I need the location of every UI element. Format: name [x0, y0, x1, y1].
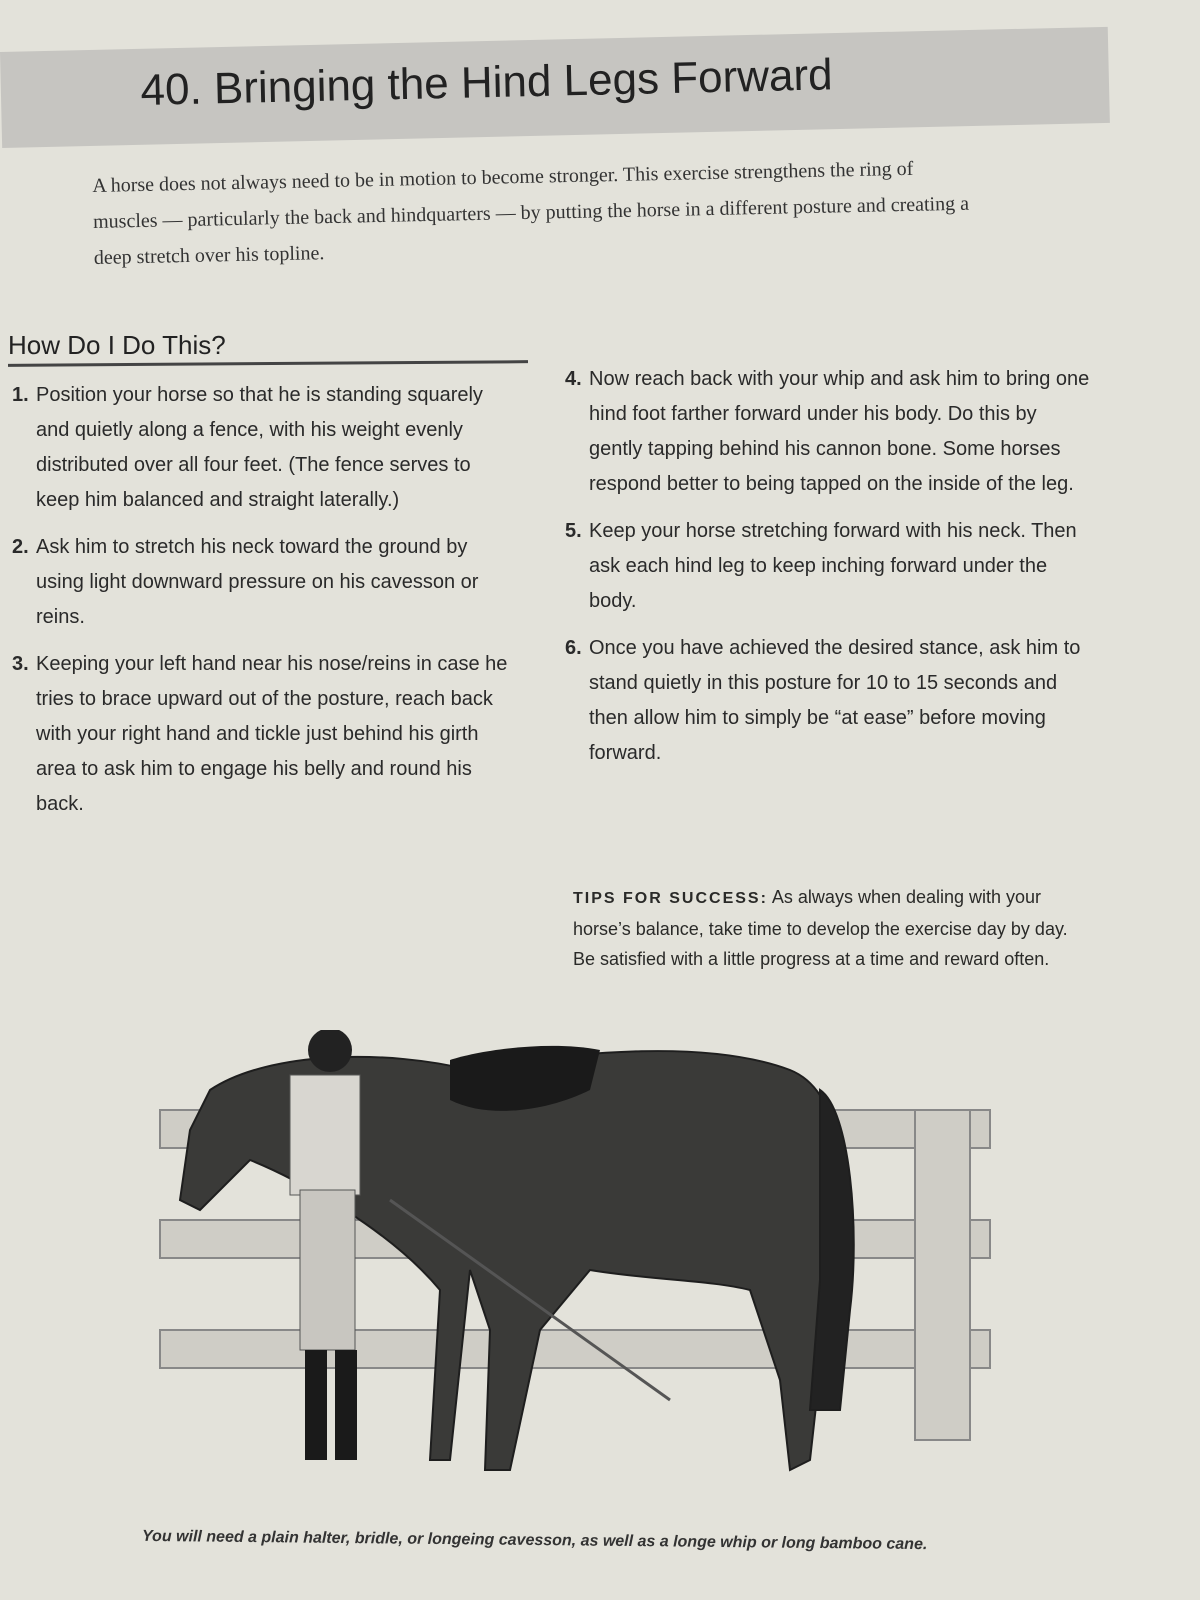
horse-illustration [150, 1030, 1010, 1500]
steps-left-column [12, 378, 512, 834]
steps-right-column [565, 362, 1095, 783]
step-1: 1. Position your horse so that he is standing squarely and quietly along a fence, with his weight evenly distributed over all four feet. (The fence serves to keep him balanced and straight laterally.) [12, 384, 483, 511]
horse [180, 1051, 854, 1470]
step-6: 6. Once you have achieved the desired stance, ask him to stand quietly in this posture for 10 to 15 seconds and then allow him to simply be “at ease” before moving forward. [565, 637, 1081, 764]
step-3: 3. Keeping your left hand near his nose/reins in case he tries to brace upward out of the posture, reach back with your right hand and tickle just behind his girth area to ask him to engage his belly and round his back. [12, 653, 508, 815]
step-4: 4. Now reach back with your whip and ask him to bring one hind foot farther forward under his body. Do this by gently tapping behind his cannon bone. Some horses respond better to being tapped on the inside of the leg. [565, 368, 1090, 495]
page-title: 40. Bringing the Hind Legs Forward [140, 50, 834, 115]
step-5: 5. Keep your horse stretching forward with his neck. Then ask each hind leg to keep inching forward under the body. [565, 520, 1077, 612]
step-2: 2. Ask him to stretch his neck toward the ground by using light downward pressure on his cavesson or reins. [12, 536, 479, 628]
section-heading: How Do I Do This? [8, 330, 226, 360]
tips-for-success: TIPS FOR SUCCESS: As always when dealing with your horse’s balance, take time to develop the exercise day by day. Be satisfied with a little progress at a time and reward often. [573, 887, 1068, 969]
illustration-caption: You will need a plain halter, bridle, or longeing cavesson, as well as a longe whip or long bamboo cane. [141, 1527, 928, 1554]
heading-rule [8, 360, 528, 367]
intro-paragraph: A horse does not always need to be in motion to become stronger. This exercise strengthens the ring of muscles — particularly the back and hindquarters — by putting the horse in a different posture and creating a deep stretch over his topline. [92, 157, 970, 269]
